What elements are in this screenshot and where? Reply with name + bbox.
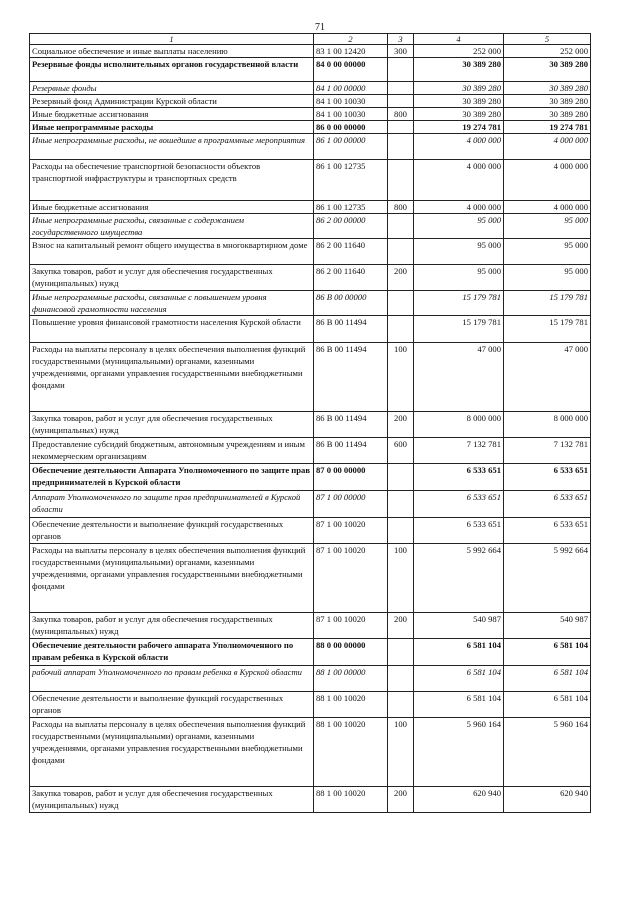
- row-amount-year-1: 30 389 280: [414, 82, 504, 95]
- row-amount-year-2: 4 000 000: [504, 201, 591, 214]
- row-expense-type: 200: [388, 613, 414, 639]
- row-amount-year-2: 30 389 280: [504, 58, 591, 82]
- row-amount-year-1: 540 987: [414, 613, 504, 639]
- row-code: 88 1 00 10020: [314, 692, 388, 718]
- row-code: 86 2 00 00000: [314, 214, 388, 239]
- row-amount-year-2: 15 179 781: [504, 316, 591, 343]
- row-amount-year-2: 6 581 104: [504, 692, 591, 718]
- header-col-4: 4: [414, 34, 504, 45]
- row-name: Обеспечение деятельности Аппарата Уполномоченного по защите прав предпринимателей в Курской области: [30, 464, 314, 491]
- row-name: Расходы на выплаты персоналу в целях обеспечения выполнения функций государственными (муниципальными) органами, казенными учреждениями, органами управления государственными внебюджетными фондами: [30, 718, 314, 787]
- row-amount-year-2: 6 581 104: [504, 666, 591, 692]
- row-code: 86 1 00 12735: [314, 160, 388, 201]
- row-amount-year-2: 95 000: [504, 214, 591, 239]
- row-amount-year-2: 30 389 280: [504, 95, 591, 108]
- row-amount-year-2: 95 000: [504, 265, 591, 291]
- row-amount-year-2: 30 389 280: [504, 108, 591, 121]
- table-row: [30, 108, 591, 121]
- table-row: [30, 316, 591, 343]
- table-row: [30, 45, 591, 58]
- table-row: [30, 160, 591, 201]
- row-amount-year-1: 95 000: [414, 239, 504, 265]
- row-code: 88 1 00 10020: [314, 718, 388, 787]
- table-row: [30, 412, 591, 438]
- row-amount-year-2: 4 000 000: [504, 134, 591, 160]
- row-amount-year-2: 5 960 164: [504, 718, 591, 787]
- table-row: [30, 121, 591, 134]
- row-expense-type: [388, 316, 414, 343]
- row-expense-type: [388, 214, 414, 239]
- row-code: 86 0 00 00000: [314, 121, 388, 134]
- row-expense-type: [388, 121, 414, 134]
- row-name: Повышение уровня финансовой грамотности населения Курской области: [30, 316, 314, 343]
- row-amount-year-2: 6 533 651: [504, 518, 591, 544]
- row-name: рабочий аппарат Уполномоченного по правам ребенка в Курской области: [30, 666, 314, 692]
- table-row: [30, 95, 591, 108]
- table-row: [30, 544, 591, 613]
- row-expense-type: [388, 134, 414, 160]
- row-expense-type: 800: [388, 201, 414, 214]
- row-name: Иные непрограммные расходы, связанные с содержанием государственного имущества: [30, 214, 314, 239]
- row-amount-year-2: 15 179 781: [504, 291, 591, 316]
- header-col-1: 1: [30, 34, 314, 45]
- row-amount-year-2: 7 132 781: [504, 438, 591, 464]
- table-row: [30, 464, 591, 491]
- row-amount-year-1: 30 389 280: [414, 108, 504, 121]
- row-amount-year-1: 47 000: [414, 343, 504, 412]
- table-row: [30, 201, 591, 214]
- budget-table: [29, 33, 591, 813]
- row-amount-year-1: 95 000: [414, 265, 504, 291]
- row-code: 84 1 00 10030: [314, 95, 388, 108]
- row-name: Резервные фонды: [30, 82, 314, 95]
- row-code: 86 2 00 11640: [314, 265, 388, 291]
- row-code: 88 1 00 10020: [314, 787, 388, 813]
- row-name: Резервный фонд Администрации Курской области: [30, 95, 314, 108]
- row-name: Закупка товаров, работ и услуг для обеспечения государственных (муниципальных) нужд: [30, 613, 314, 639]
- table-row: [30, 718, 591, 787]
- row-amount-year-1: 95 000: [414, 214, 504, 239]
- table-row: [30, 692, 591, 718]
- table-row: [30, 438, 591, 464]
- row-expense-type: 100: [388, 343, 414, 412]
- row-amount-year-1: 620 940: [414, 787, 504, 813]
- table-row: [30, 518, 591, 544]
- row-name: Расходы на выплаты персоналу в целях обеспечения выполнения функций государственными (муниципальными) органами, казенными учреждениями, органами управления государственными внебюджетными фондами: [30, 343, 314, 412]
- row-expense-type: [388, 291, 414, 316]
- row-name: Закупка товаров, работ и услуг для обеспечения государственных (муниципальных) нужд: [30, 265, 314, 291]
- row-expense-type: [388, 666, 414, 692]
- row-amount-year-1: 5 992 664: [414, 544, 504, 613]
- page-number: 71: [315, 22, 325, 33]
- row-amount-year-1: 6 533 651: [414, 491, 504, 518]
- row-name: Иные непрограммные расходы, связанные с повышением уровня финансовой грамотности населения: [30, 291, 314, 316]
- row-name: Закупка товаров, работ и услуг для обеспечения государственных (муниципальных) нужд: [30, 412, 314, 438]
- row-expense-type: [388, 58, 414, 82]
- row-name: Обеспечение деятельности и выполнение функций государственных органов: [30, 518, 314, 544]
- row-amount-year-2: 4 000 000: [504, 160, 591, 201]
- table-row: [30, 491, 591, 518]
- row-expense-type: [388, 491, 414, 518]
- row-amount-year-1: 7 132 781: [414, 438, 504, 464]
- table-row: [30, 666, 591, 692]
- row-code: 86 В 00 11494: [314, 316, 388, 343]
- row-name: Иные бюджетные ассигнования: [30, 108, 314, 121]
- row-code: 88 0 00 00000: [314, 639, 388, 666]
- row-amount-year-1: 30 389 280: [414, 95, 504, 108]
- row-name: Социальное обеспечение и иные выплаты населению: [30, 45, 314, 58]
- row-name: Иные бюджетные ассигнования: [30, 201, 314, 214]
- budget-table-body: [30, 34, 591, 813]
- table-row: [30, 214, 591, 239]
- row-name: Иные непрограммные расходы, не вошедшие в программные мероприятия: [30, 134, 314, 160]
- row-expense-type: 100: [388, 718, 414, 787]
- row-name: Иные непрограммные расходы: [30, 121, 314, 134]
- row-amount-year-1: 4 000 000: [414, 160, 504, 201]
- column-number-header-row: [30, 34, 591, 45]
- row-expense-type: [388, 82, 414, 95]
- table-row: [30, 58, 591, 82]
- row-amount-year-1: 6 581 104: [414, 639, 504, 666]
- row-name: Расходы на выплаты персоналу в целях обеспечения выполнения функций государственными (муниципальными) органами, казенными учреждениями, органами управления государственными внебюджетными фондами: [30, 544, 314, 613]
- row-amount-year-2: 620 940: [504, 787, 591, 813]
- row-code: 86 В 00 11494: [314, 343, 388, 412]
- row-amount-year-2: 6 581 104: [504, 639, 591, 666]
- row-name: Взнос на капитальный ремонт общего имущества в многоквартирном доме: [30, 239, 314, 265]
- row-amount-year-1: 30 389 280: [414, 58, 504, 82]
- row-expense-type: 200: [388, 787, 414, 813]
- row-name: Резервные фонды исполнительных органов государственной власти: [30, 58, 314, 82]
- header-col-3: 3: [388, 34, 414, 45]
- row-amount-year-1: 6 581 104: [414, 692, 504, 718]
- row-amount-year-1: 15 179 781: [414, 291, 504, 316]
- row-expense-type: [388, 464, 414, 491]
- row-name: Аппарат Уполномоченного по защите прав предпринимателей в Курской области: [30, 491, 314, 518]
- row-amount-year-1: 19 274 781: [414, 121, 504, 134]
- row-expense-type: [388, 160, 414, 201]
- row-expense-type: 100: [388, 544, 414, 613]
- row-expense-type: [388, 518, 414, 544]
- table-row: [30, 343, 591, 412]
- row-code: 84 0 00 00000: [314, 58, 388, 82]
- row-amount-year-1: 252 000: [414, 45, 504, 58]
- row-code: 87 1 00 10020: [314, 613, 388, 639]
- row-amount-year-1: 15 179 781: [414, 316, 504, 343]
- row-amount-year-2: 540 987: [504, 613, 591, 639]
- row-expense-type: 600: [388, 438, 414, 464]
- row-code: 86 1 00 00000: [314, 134, 388, 160]
- table-row: [30, 134, 591, 160]
- row-code: 86 2 00 11640: [314, 239, 388, 265]
- table-row: [30, 613, 591, 639]
- row-code: 86 В 00 11494: [314, 438, 388, 464]
- row-amount-year-1: 4 000 000: [414, 201, 504, 214]
- row-code: 87 1 00 10020: [314, 518, 388, 544]
- row-code: 87 1 00 10020: [314, 544, 388, 613]
- row-code: 86 В 00 11494: [314, 412, 388, 438]
- row-amount-year-1: 6 533 651: [414, 518, 504, 544]
- row-expense-type: [388, 692, 414, 718]
- row-name: Предоставление субсидий бюджетным, автономным учреждениям и иным некоммерческим организациям: [30, 438, 314, 464]
- row-amount-year-1: 4 000 000: [414, 134, 504, 160]
- row-name: Закупка товаров, работ и услуг для обеспечения государственных (муниципальных) нужд: [30, 787, 314, 813]
- header-col-5: 5: [504, 34, 591, 45]
- table-row: [30, 239, 591, 265]
- row-expense-type: 300: [388, 45, 414, 58]
- row-expense-type: [388, 639, 414, 666]
- row-amount-year-2: 8 000 000: [504, 412, 591, 438]
- row-amount-year-2: 47 000: [504, 343, 591, 412]
- row-code: 88 1 00 00000: [314, 666, 388, 692]
- row-amount-year-2: 6 533 651: [504, 491, 591, 518]
- row-expense-type: [388, 95, 414, 108]
- row-code: 87 1 00 00000: [314, 491, 388, 518]
- row-expense-type: 200: [388, 412, 414, 438]
- table-row: [30, 265, 591, 291]
- header-col-2: 2: [314, 34, 388, 45]
- table-row: [30, 639, 591, 666]
- row-code: 84 1 00 00000: [314, 82, 388, 95]
- row-expense-type: 200: [388, 265, 414, 291]
- row-amount-year-1: 5 960 164: [414, 718, 504, 787]
- row-code: 86 1 00 12735: [314, 201, 388, 214]
- row-amount-year-1: 6 581 104: [414, 666, 504, 692]
- row-code: 84 1 00 10030: [314, 108, 388, 121]
- row-code: 83 1 00 12420: [314, 45, 388, 58]
- row-amount-year-2: 95 000: [504, 239, 591, 265]
- row-name: Обеспечение деятельности рабочего аппарата Уполномоченного по правам ребенка в Курской области: [30, 639, 314, 666]
- row-amount-year-2: 30 389 280: [504, 82, 591, 95]
- row-expense-type: 800: [388, 108, 414, 121]
- table-row: [30, 82, 591, 95]
- row-amount-year-2: 19 274 781: [504, 121, 591, 134]
- row-name: Обеспечение деятельности и выполнение функций государственных органов: [30, 692, 314, 718]
- row-amount-year-2: 5 992 664: [504, 544, 591, 613]
- row-name: Расходы на обеспечение транспортной безопасности объектов транспортной инфраструктуры и транспортных средств: [30, 160, 314, 201]
- table-row: [30, 291, 591, 316]
- row-amount-year-1: 8 000 000: [414, 412, 504, 438]
- row-amount-year-2: 252 000: [504, 45, 591, 58]
- row-amount-year-1: 6 533 651: [414, 464, 504, 491]
- row-code: 86 В 00 00000: [314, 291, 388, 316]
- row-amount-year-2: 6 533 651: [504, 464, 591, 491]
- table-row: [30, 787, 591, 813]
- row-code: 87 0 00 00000: [314, 464, 388, 491]
- row-expense-type: [388, 239, 414, 265]
